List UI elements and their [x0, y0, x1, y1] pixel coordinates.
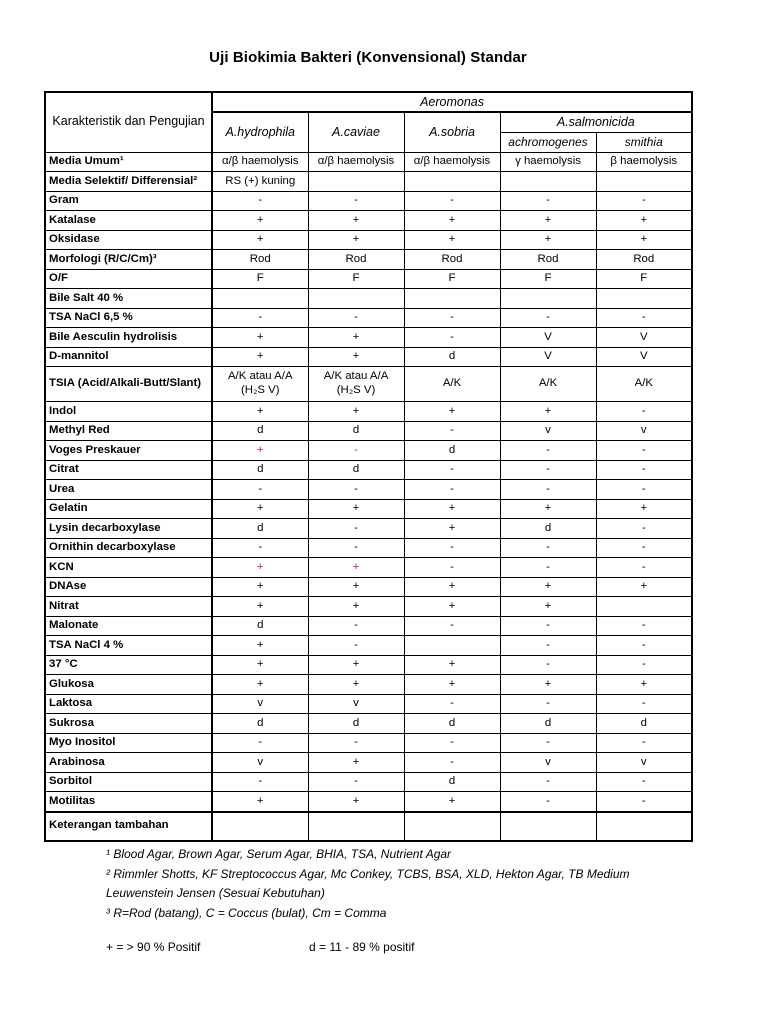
species-header: A.hydrophila: [212, 112, 308, 152]
table-row: [45, 499, 692, 519]
biochemistry-table: [44, 91, 693, 842]
table-cell: -: [308, 772, 404, 792]
row-label: Laktosa: [45, 694, 212, 714]
row-label: Malonate: [45, 616, 212, 636]
table-cell: α/β haemolysis: [404, 152, 500, 172]
species-header: A.sobria: [404, 112, 500, 152]
table-cell: [404, 172, 500, 192]
table-cell: -: [212, 772, 308, 792]
table-cell: d: [212, 421, 308, 441]
table-cell: +: [212, 211, 308, 231]
table-cell: -: [404, 460, 500, 480]
table-cell: F: [404, 269, 500, 289]
footnotes: [106, 845, 666, 923]
table-cell: -: [308, 308, 404, 328]
table-cell: [596, 812, 692, 841]
row-label: Gelatin: [45, 499, 212, 519]
table-cell: +: [308, 675, 404, 695]
table-cell: F: [308, 269, 404, 289]
table-cell: -: [500, 792, 596, 812]
table-cell: -: [308, 441, 404, 461]
table-cell: d: [404, 772, 500, 792]
table-cell: A/K atau A/A (H₂S V): [308, 367, 404, 402]
table-cell: v: [500, 421, 596, 441]
table-cell: +: [308, 347, 404, 367]
table-cell: -: [404, 328, 500, 348]
table-row: [45, 753, 692, 773]
row-label: Indol: [45, 402, 212, 422]
footnote: Leuwenstein Jensen (Sesuai Kebutuhan): [106, 886, 325, 900]
table-cell: +: [212, 402, 308, 422]
table-cell: d: [500, 714, 596, 734]
table-row: [45, 250, 692, 270]
table-cell: [404, 636, 500, 656]
row-label: 37 °C: [45, 655, 212, 675]
table-cell: v: [212, 694, 308, 714]
table-row: [45, 347, 692, 367]
table-cell: d: [404, 347, 500, 367]
characteristic-header: Karakteristik dan Pengujian: [45, 92, 212, 152]
table-cell: -: [404, 558, 500, 578]
table-cell: +: [308, 558, 404, 578]
row-label: Citrat: [45, 460, 212, 480]
table-cell: -: [404, 421, 500, 441]
table-row: [45, 230, 692, 250]
row-label: TSA NaCl 6,5 %: [45, 308, 212, 328]
table-cell: Rod: [596, 250, 692, 270]
table-cell: +: [404, 597, 500, 617]
table-row: [45, 519, 692, 539]
table-cell: +: [596, 499, 692, 519]
table-cell: -: [500, 441, 596, 461]
row-label: Voges Preskauer: [45, 441, 212, 461]
table-cell: -: [500, 772, 596, 792]
table-cell: +: [404, 499, 500, 519]
page-title: Uji Biokimia Bakteri (Konvensional) Standar: [209, 49, 527, 66]
table-cell: +: [308, 328, 404, 348]
table-cell: -: [596, 772, 692, 792]
table-cell: v: [212, 753, 308, 773]
table-cell: γ haemolysis: [500, 152, 596, 172]
row-label: D-mannitol: [45, 347, 212, 367]
row-label: Myo Inositol: [45, 733, 212, 753]
table-cell: +: [212, 792, 308, 812]
table-cell: -: [596, 616, 692, 636]
table-cell: [596, 597, 692, 617]
table-cell: +: [308, 655, 404, 675]
table-row: [45, 558, 692, 578]
table-cell: d: [596, 714, 692, 734]
table-row: [45, 772, 692, 792]
table-cell: -: [596, 460, 692, 480]
row-label: Glukosa: [45, 675, 212, 695]
table-cell: [596, 289, 692, 309]
table-row: [45, 367, 692, 402]
table-cell: -: [404, 694, 500, 714]
table-cell: V: [596, 347, 692, 367]
table-cell: v: [596, 421, 692, 441]
table-cell: [500, 172, 596, 192]
table-cell: +: [596, 675, 692, 695]
table-cell: +: [404, 519, 500, 539]
table-cell: v: [500, 753, 596, 773]
table-row: [45, 675, 692, 695]
table-cell: -: [308, 191, 404, 211]
table-cell: [500, 289, 596, 309]
row-label: Ornithin decarboxylase: [45, 538, 212, 558]
table-cell: -: [500, 655, 596, 675]
table-cell: +: [596, 211, 692, 231]
row-label: Keterangan tambahan: [45, 812, 212, 841]
table-row: [45, 480, 692, 500]
table-cell: +: [308, 577, 404, 597]
row-label: TSIA (Acid/Alkali-Butt/Slant): [45, 367, 212, 402]
table-cell: d: [404, 441, 500, 461]
table-row: [45, 714, 692, 734]
row-label: Bile Aesculin hydrolisis: [45, 328, 212, 348]
table-row-final: [45, 812, 692, 841]
legend: [106, 940, 666, 960]
table-cell: +: [212, 441, 308, 461]
row-label: Oksidase: [45, 230, 212, 250]
table-cell: -: [596, 191, 692, 211]
table-cell: +: [404, 402, 500, 422]
table-cell: -: [596, 792, 692, 812]
subspecies-header: smithia: [596, 132, 692, 152]
table-row: [45, 269, 692, 289]
table-cell: +: [308, 499, 404, 519]
table-cell: V: [500, 328, 596, 348]
table-cell: -: [404, 733, 500, 753]
table-cell: [404, 289, 500, 309]
table-row: [45, 402, 692, 422]
table-cell: -: [404, 308, 500, 328]
row-label: Arabinosa: [45, 753, 212, 773]
table-cell: [308, 289, 404, 309]
table-cell: -: [212, 191, 308, 211]
table-cell: -: [500, 616, 596, 636]
table-cell: +: [212, 347, 308, 367]
table-cell: v: [308, 694, 404, 714]
row-label: Motilitas: [45, 792, 212, 812]
table-cell: -: [404, 191, 500, 211]
table-cell: d: [212, 519, 308, 539]
table-cell: +: [212, 558, 308, 578]
footnote: ² Rimmler Shotts, KF Streptococcus Agar, Mc Conkey, TCBS, BSA, XLD, Hekton Agar, TB Medium: [106, 866, 630, 881]
table-row: [45, 694, 692, 714]
row-label: Morfologi (R/C/Cm)³: [45, 250, 212, 270]
table-cell: -: [404, 616, 500, 636]
row-label: KCN: [45, 558, 212, 578]
table-row: [45, 655, 692, 675]
table-cell: +: [404, 792, 500, 812]
legend-d: d = 11 - 89 % positif: [309, 940, 415, 954]
table-cell: β haemolysis: [596, 152, 692, 172]
table-cell: +: [212, 597, 308, 617]
table-cell: -: [500, 460, 596, 480]
table-cell: -: [500, 558, 596, 578]
table-cell: -: [404, 538, 500, 558]
table-cell: +: [500, 577, 596, 597]
table-row: [45, 577, 692, 597]
table-cell: -: [596, 402, 692, 422]
table-row: [45, 441, 692, 461]
table-row: [45, 597, 692, 617]
table-cell: -: [596, 480, 692, 500]
table-cell: -: [212, 480, 308, 500]
table-cell: -: [404, 753, 500, 773]
table-row: [45, 636, 692, 656]
table-cell: +: [212, 636, 308, 656]
table-cell: V: [500, 347, 596, 367]
table-row: [45, 211, 692, 231]
row-label: TSA NaCl 4 %: [45, 636, 212, 656]
table-cell: +: [308, 753, 404, 773]
table-cell: +: [212, 675, 308, 695]
table-cell: Rod: [404, 250, 500, 270]
table-cell: -: [596, 441, 692, 461]
table-cell: -: [212, 308, 308, 328]
table-row: [45, 289, 692, 309]
table-cell: d: [308, 714, 404, 734]
table-cell: +: [500, 211, 596, 231]
table-row: [45, 792, 692, 812]
table-cell: -: [500, 538, 596, 558]
table-cell: Rod: [308, 250, 404, 270]
row-label: Media Umum¹: [45, 152, 212, 172]
table-cell: +: [404, 675, 500, 695]
species-header: A.caviae: [308, 112, 404, 152]
row-label: Urea: [45, 480, 212, 500]
table-cell: [596, 172, 692, 192]
table-row: [45, 421, 692, 441]
row-label: Lysin decarboxylase: [45, 519, 212, 539]
table-cell: F: [212, 269, 308, 289]
table-cell: +: [500, 499, 596, 519]
table-cell: [212, 289, 308, 309]
footnote: ³ R=Rod (batang), C = Coccus (bulat), Cm = Comma: [106, 905, 387, 920]
row-label: Media Selektif/ Differensial²: [45, 172, 212, 192]
table-cell: +: [212, 499, 308, 519]
row-label: Katalase: [45, 211, 212, 231]
table-cell: +: [404, 211, 500, 231]
table-cell: -: [596, 538, 692, 558]
table-cell: -: [212, 538, 308, 558]
table-cell: +: [500, 230, 596, 250]
table-cell: Rod: [500, 250, 596, 270]
table-body: [45, 152, 692, 841]
table-cell: A/K: [404, 367, 500, 402]
row-label: DNAse: [45, 577, 212, 597]
row-label: Gram: [45, 191, 212, 211]
table-cell: V: [596, 328, 692, 348]
table-cell: -: [596, 655, 692, 675]
row-label: Bile Salt 40 %: [45, 289, 212, 309]
table-cell: +: [212, 655, 308, 675]
table-cell: -: [308, 733, 404, 753]
table-cell: -: [500, 480, 596, 500]
table-cell: -: [596, 636, 692, 656]
table-row: [45, 172, 692, 192]
table-row: [45, 460, 692, 480]
table-cell: F: [500, 269, 596, 289]
table-cell: +: [212, 328, 308, 348]
legend-positive: + = > 90 % Positif: [106, 940, 201, 954]
table-cell: A/K atau A/A (H₂S V): [212, 367, 308, 402]
table-cell: +: [404, 577, 500, 597]
row-label: Sorbitol: [45, 772, 212, 792]
table-cell: F: [596, 269, 692, 289]
table-cell: +: [500, 675, 596, 695]
table-cell: d: [500, 519, 596, 539]
table-cell: -: [308, 519, 404, 539]
table-cell: +: [596, 577, 692, 597]
table-cell: +: [308, 597, 404, 617]
table-cell: d: [308, 460, 404, 480]
table-cell: -: [308, 538, 404, 558]
table-cell: α/β haemolysis: [212, 152, 308, 172]
salmonicida-header: A.salmonicida: [500, 112, 692, 132]
table-cell: -: [500, 694, 596, 714]
table-cell: [212, 812, 308, 841]
table-cell: [500, 812, 596, 841]
table-cell: +: [212, 577, 308, 597]
table-cell: -: [212, 733, 308, 753]
table-cell: -: [596, 558, 692, 578]
table-row: [45, 308, 692, 328]
row-label: Sukrosa: [45, 714, 212, 734]
table-cell: A/K: [500, 367, 596, 402]
table-cell: +: [308, 402, 404, 422]
table-row: [45, 733, 692, 753]
table-cell: [308, 172, 404, 192]
row-label: Methyl Red: [45, 421, 212, 441]
table-cell: Rod: [212, 250, 308, 270]
table-cell: -: [500, 308, 596, 328]
table-cell: d: [308, 421, 404, 441]
table-cell: -: [596, 519, 692, 539]
table-cell: +: [308, 230, 404, 250]
table-cell: -: [596, 694, 692, 714]
table-cell: +: [404, 230, 500, 250]
row-label: O/F: [45, 269, 212, 289]
genus-header: Aeromonas: [212, 92, 692, 112]
table-cell: -: [500, 636, 596, 656]
table-cell: -: [308, 480, 404, 500]
table-cell: +: [500, 402, 596, 422]
table-cell: [308, 812, 404, 841]
table-cell: +: [308, 792, 404, 812]
row-label: Nitrat: [45, 597, 212, 617]
table-cell: d: [404, 714, 500, 734]
table-cell: +: [404, 655, 500, 675]
table-cell: +: [500, 597, 596, 617]
table-cell: -: [308, 636, 404, 656]
table-cell: -: [500, 191, 596, 211]
table-cell: d: [212, 616, 308, 636]
table-cell: -: [404, 480, 500, 500]
table-cell: -: [500, 733, 596, 753]
table-cell: -: [596, 308, 692, 328]
table-cell: d: [212, 714, 308, 734]
table-row: [45, 616, 692, 636]
subspecies-header: achromogenes: [500, 132, 596, 152]
table-cell: +: [596, 230, 692, 250]
table-cell: [404, 812, 500, 841]
table-row: [45, 191, 692, 211]
table-cell: α/β haemolysis: [308, 152, 404, 172]
table-cell: -: [308, 616, 404, 636]
footnote: ¹ Blood Agar, Brown Agar, Serum Agar, BHIA, TSA, Nutrient Agar: [106, 847, 452, 861]
table-cell: +: [308, 211, 404, 231]
table-cell: -: [596, 733, 692, 753]
table-row: [45, 328, 692, 348]
table-cell: +: [212, 230, 308, 250]
table-cell: A/K: [596, 367, 692, 402]
table-cell: v: [596, 753, 692, 773]
table-cell: RS (+) kuning: [212, 172, 308, 192]
table-cell: d: [212, 460, 308, 480]
table-row: [45, 538, 692, 558]
table-row: [45, 152, 692, 172]
